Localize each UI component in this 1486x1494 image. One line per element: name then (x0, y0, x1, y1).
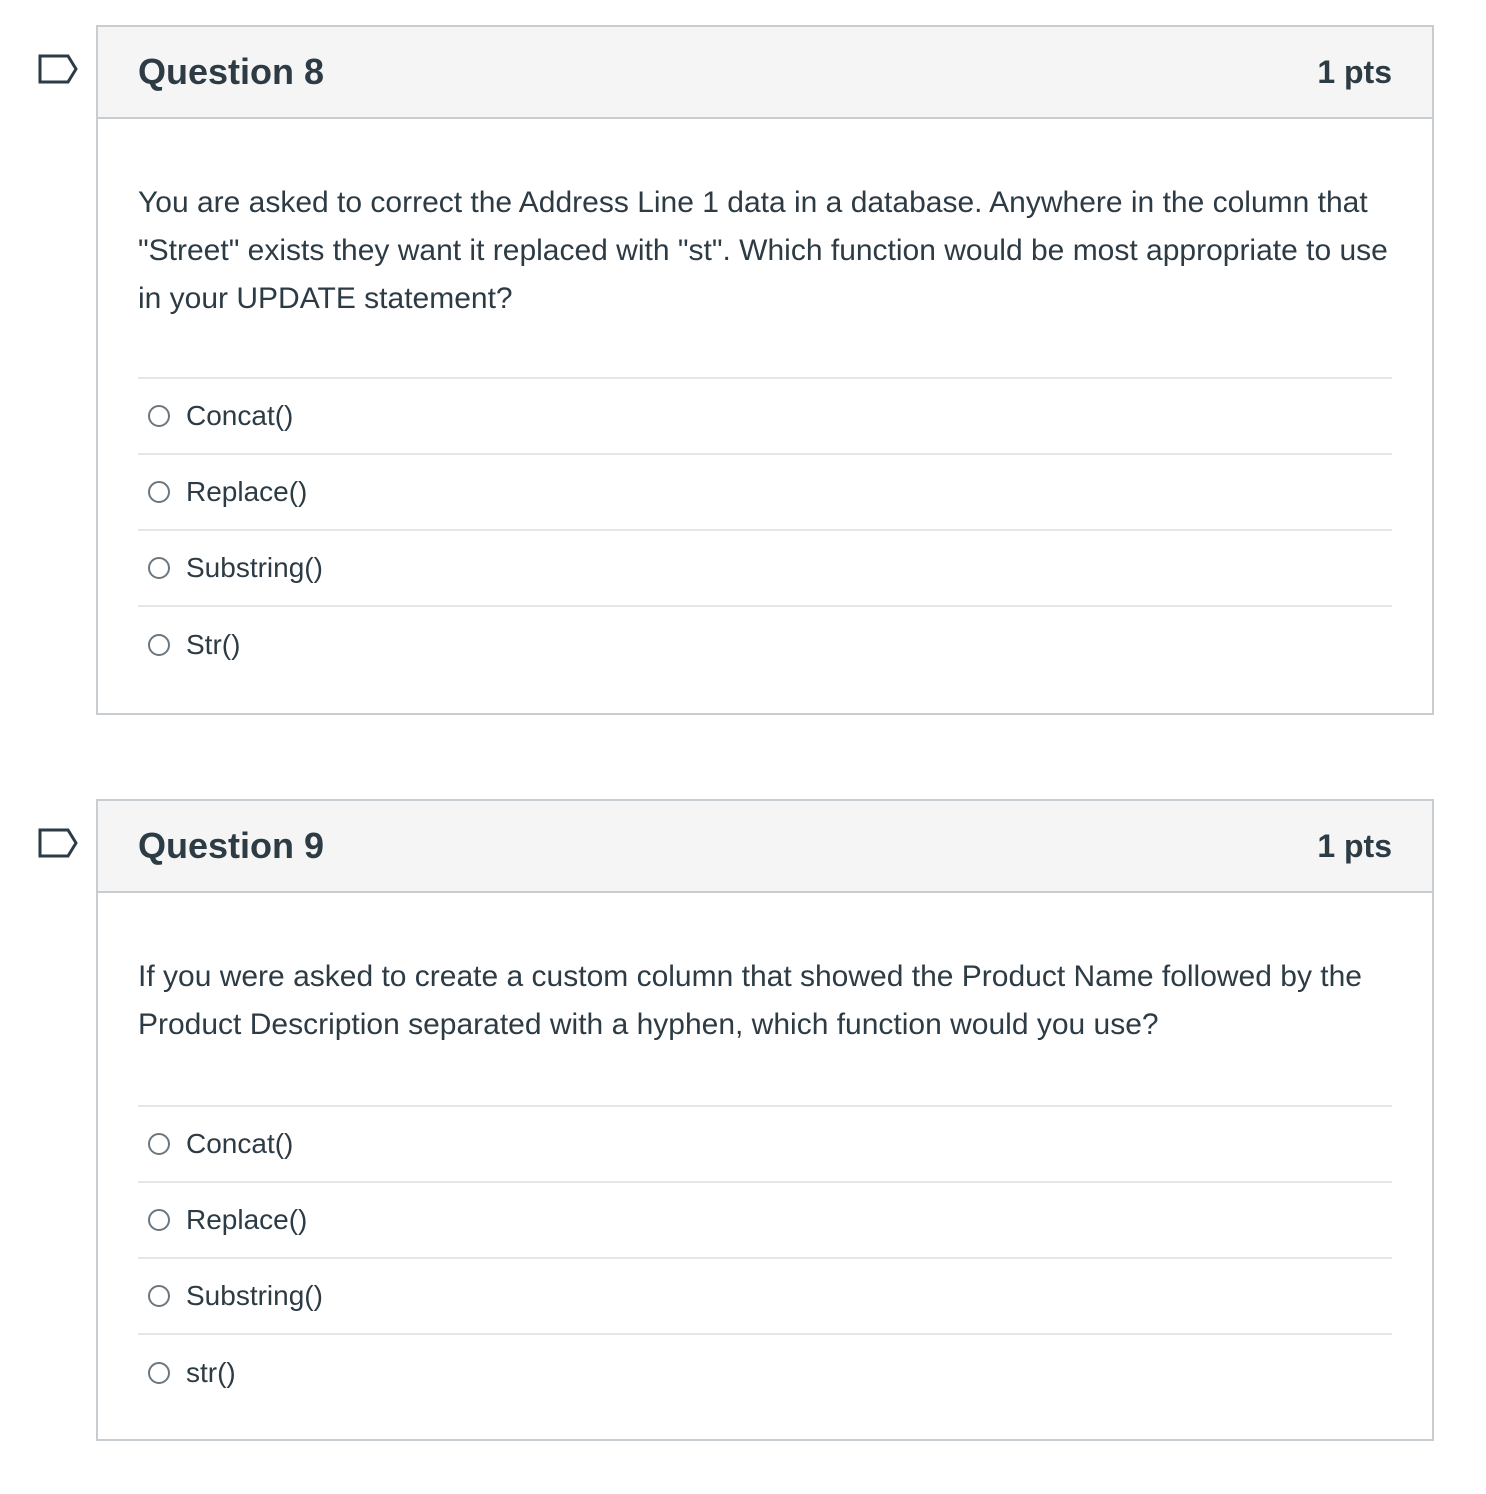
answer-option[interactable] (138, 607, 1392, 683)
question-title: Question 8 (138, 51, 325, 92)
answer-label[interactable]: Replace() (186, 1204, 308, 1235)
question-title: Question 9 (138, 825, 325, 866)
question-points: 1 pts (1317, 53, 1392, 90)
answer-label[interactable]: Substring() (186, 552, 323, 583)
radio-button[interactable] (148, 405, 170, 427)
question-9-card (96, 799, 1434, 1441)
answer-label[interactable]: Replace() (186, 476, 308, 507)
answer-option[interactable] (138, 1259, 1392, 1335)
answer-option[interactable] (138, 1335, 1392, 1411)
question-8-card (96, 25, 1434, 715)
radio-button[interactable] (148, 1209, 170, 1231)
question-text: If you were asked to create a custom column that showed the Product Name followed by the Product Description separated with a hyphen, which function would you use? (138, 960, 1362, 1041)
radio-button[interactable] (148, 1362, 170, 1384)
question-points: 1 pts (1317, 827, 1392, 864)
radio-button[interactable] (148, 1133, 170, 1155)
radio-button[interactable] (148, 557, 170, 579)
radio-button[interactable] (148, 634, 170, 656)
question-body (98, 179, 1432, 683)
answer-list (138, 377, 1392, 683)
answer-label[interactable]: Str() (186, 629, 241, 660)
answer-option[interactable] (138, 1107, 1392, 1183)
answer-label[interactable]: Concat() (186, 1128, 294, 1159)
answer-option[interactable] (138, 379, 1392, 455)
answer-option[interactable] (138, 1183, 1392, 1259)
answer-option[interactable] (138, 531, 1392, 607)
answer-option[interactable] (138, 455, 1392, 531)
radio-button[interactable] (148, 481, 170, 503)
answer-label[interactable]: Concat() (186, 400, 294, 431)
flag-question-icon[interactable] (38, 828, 78, 858)
question-text: You are asked to correct the Address Line 1 data in a database. Anywhere in the column that "Street" exists they want it replaced with "st". Which function would be most appropriate to use in your UPDATE statement? (138, 186, 1388, 315)
answer-list (138, 1105, 1392, 1411)
question-body (98, 953, 1432, 1411)
answer-label[interactable]: str() (186, 1357, 236, 1388)
question-header (98, 27, 1432, 119)
flag-question-icon[interactable] (38, 54, 78, 84)
answer-label[interactable]: Substring() (186, 1280, 323, 1311)
radio-button[interactable] (148, 1285, 170, 1307)
question-header (98, 801, 1432, 893)
